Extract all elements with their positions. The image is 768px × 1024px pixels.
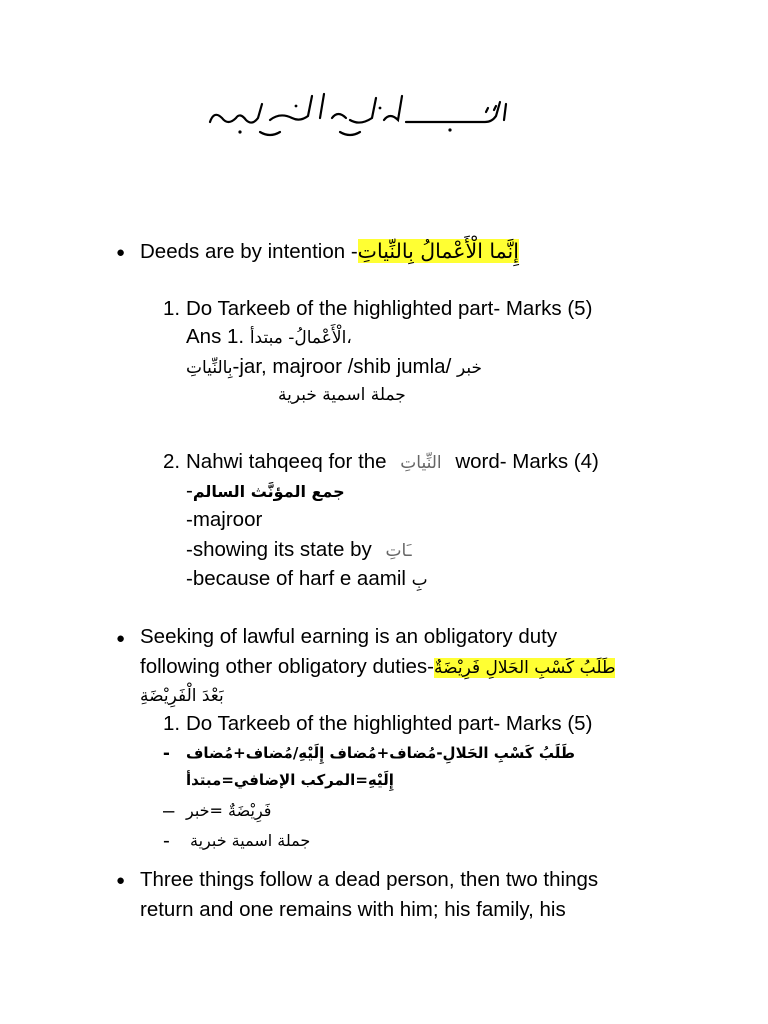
q2-line3-text: -showing its state by [186, 538, 372, 561]
q1-line2-arabic: بِالنِّياتِ [186, 358, 233, 378]
q2-word-arabic: النِّياتِ [400, 453, 442, 473]
s2-line2-arabic: إِلَيْهِ=المركب الإضافي=مبتدأ [186, 771, 394, 789]
s2-dash-3: - [163, 829, 170, 852]
q2-line2: -majroor [186, 508, 263, 531]
q1-answer-line2 [186, 353, 482, 382]
section1-intro [140, 237, 519, 266]
q2-line3-arabic: ـَاتِ [385, 541, 412, 561]
q2-line4 [186, 565, 428, 594]
q2-text-b: word- Marks (4) [455, 450, 599, 473]
q2-text [186, 448, 599, 477]
q2-line1-dash: - [186, 479, 193, 502]
q2-line3 [186, 536, 412, 565]
q1-answer [186, 323, 352, 352]
q1-line2-text: -jar, majroor /shib jumla/ [232, 355, 452, 378]
q2-line1 [186, 477, 345, 506]
section2-arabic-highlight: طَلَبُ كَسْبِ الحَلالِ فَرِيْضَةٌ [434, 658, 616, 678]
s2-dash-2: – [163, 799, 175, 822]
bullet-dot: ● [116, 872, 126, 889]
s2-line1-arabic: طَلَبُ كَسْبِ الحَلالِ-مُضاف+مُضاف إِلَيْهِ/مُضاف+مُضاف [186, 744, 575, 762]
q1-number: 1. [163, 297, 181, 320]
q2-line4-arabic: بِ [411, 570, 428, 590]
bullet-dot: ● [116, 244, 126, 261]
section2-line2 [140, 653, 615, 682]
q1-line2-arabic-end: خبر [456, 358, 483, 378]
q2-line1-arabic: جمع المؤنَّث السالم [192, 482, 345, 501]
section2-line3-arabic: بَعْدَ الْفَرِيْضَةِ [140, 686, 224, 706]
section2-line2-text: following other obligatory duties- [140, 655, 434, 678]
q1-text: Do Tarkeeb of the highlighted part- Marks (5) [186, 297, 593, 320]
s2-dash-1: - [163, 741, 170, 764]
section1-arabic-highlight: إِنَّما الْأَعْمالُ بِالنِّياتِ [357, 239, 519, 263]
s2-line4-arabic: جملة اسمية خبرية [190, 831, 311, 850]
q1-answer-label: Ans 1. [186, 325, 245, 348]
section2-line1: Seeking of lawful earning is an obligatory duty [140, 625, 558, 648]
q1-answer-arabic: الْأَعْمالُ- مبتدأ، [249, 328, 352, 348]
s2-line3-arabic: فَرِيْضَةٌ =خبر [186, 801, 272, 820]
s2-q1-text: Do Tarkeeb of the highlighted part- Marks (5) [186, 712, 593, 735]
section3-line1: Three things follow a dead person, then two things [140, 868, 599, 891]
basmala-calligraphy [200, 82, 520, 142]
bullet-dot: ● [116, 630, 126, 647]
section1-intro-text: Deeds are by intention - [140, 240, 358, 263]
q2-text-a: Nahwi tahqeeq for the [186, 450, 387, 473]
s2-q1-number: 1. [163, 712, 181, 735]
q2-line4-text: -because of harf e aamil [186, 567, 406, 590]
q2-number: 2. [163, 450, 181, 473]
section3-line2: return and one remains with him; his family, his [140, 898, 566, 921]
q1-line3-arabic: جملة اسمية خبرية [278, 385, 406, 405]
